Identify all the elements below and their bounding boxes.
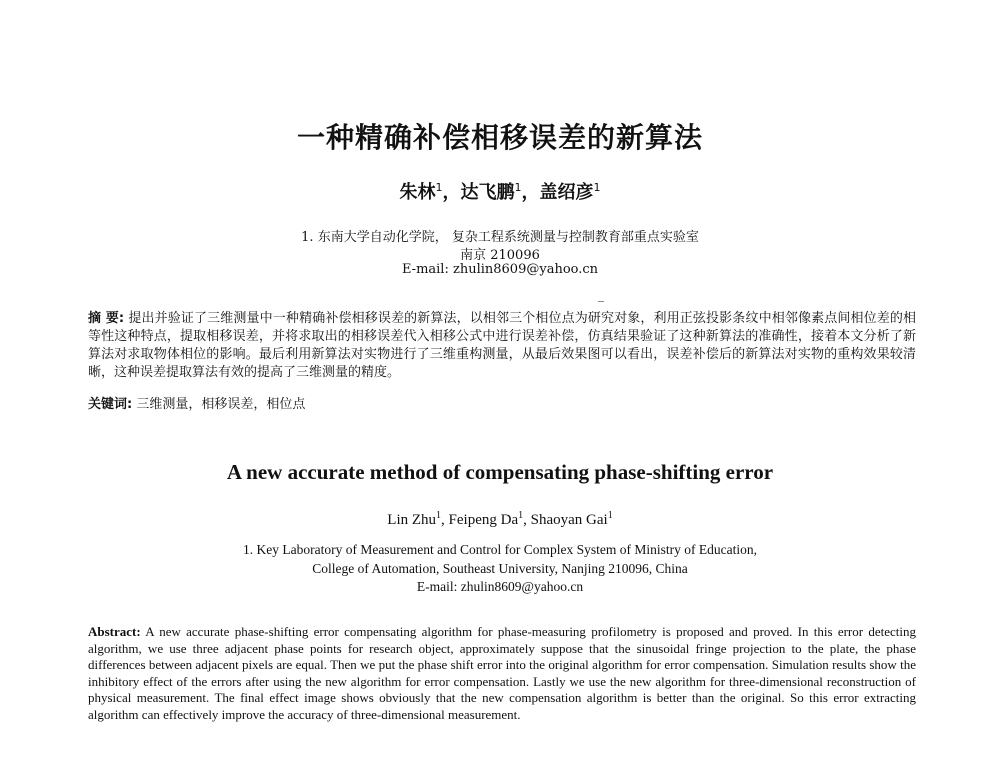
- chinese-abstract-label: 摘 要:: [88, 311, 125, 326]
- english-email: E-mail: zhulin8609@yahoo.cn: [416, 579, 584, 594]
- author-name: Lin Zhu: [387, 512, 437, 528]
- author-affiliation-mark: 1: [518, 510, 524, 521]
- chinese-title: 一种精确补偿相移误差的新算法: [296, 121, 703, 154]
- english-affiliation-college: College of Automation, Southeast University, Nanjing 210096, China: [312, 561, 688, 576]
- author-separator: ，: [442, 182, 461, 203]
- english-abstract-text: A new accurate phase-shifting error compensating algorithm for phase-measuring profilometry is proposed and proved. In this error detecting algorithm, we use three adjacent phase points for research object, approximately suppose that the sinusoidal fringe projection to the plate, the phase differences between adjacent pixels are equal. Then we put the phase shift error into the original algorithm for error compensation. Simulation results show the inhibitory effect of the errors after using the new algorithm for error compensation. Lastly we use the new algorithm for three-dimensional reconstruction of physical measurement. The final effect image shows obviously that the new compensation algorithm is better than the original. So this error extracting algorithm can effectively improve the accuracy of three-dimensional measurement.: [88, 624, 916, 722]
- author-name: Feipeng Da: [448, 512, 519, 528]
- chinese-email: E-mail: zhulin8609@yahoo.cn: [401, 262, 599, 277]
- chinese-affiliation: 1. 东南大学自动化学院， 复杂工程系统测量与控制教育部重点实验室: [301, 230, 699, 245]
- english-affiliation: 1. Key Laboratory of Measurement and Control for Complex System of Ministry of Education,: [242, 542, 758, 557]
- author-name: 达飞鹏: [460, 182, 515, 203]
- author-affiliation-mark: 1: [436, 510, 442, 521]
- chinese-affiliation-city: 南京 210096: [460, 248, 540, 263]
- english-abstract-label: Abstract:: [88, 624, 141, 639]
- chinese-keywords-label: 关键词:: [88, 397, 133, 412]
- author-name: Shaoyan Gai: [530, 512, 608, 528]
- author-separator: ,: [441, 512, 449, 528]
- chinese-keywords-text: 三维测量，相移误差，相位点: [136, 397, 306, 412]
- english-title: A new accurate method of compensating phase-shifting error: [226, 460, 774, 484]
- author-separator: ，: [521, 182, 540, 203]
- author-affiliation-mark: 1: [607, 510, 613, 521]
- stray-mark: [598, 301, 604, 302]
- english-abstract: [88, 624, 916, 724]
- author-separator: ,: [523, 512, 531, 528]
- author-affiliation-mark: 1: [514, 181, 522, 194]
- english-authors: [0, 510, 1000, 529]
- chinese-abstract: [88, 310, 916, 382]
- chinese-keywords: [88, 396, 916, 414]
- author-name: 盖绍彦: [539, 182, 594, 203]
- author-affiliation-mark: 1: [435, 181, 443, 194]
- author-name: 朱林: [399, 182, 436, 203]
- author-affiliation-mark: 1: [593, 181, 601, 194]
- chinese-abstract-text: 提出并验证了三维测量中一种精确补偿相移误差的新算法，以相邻三个相位点为研究对象，利用正弦投影条纹中相邻像素点间相位差的相等性这种特点，提取相移误差，并将求取出的相移误差代入相移公式中进行误差补偿，仿真结果验证了这种新算法的准确性，接着本文分析了新算法对求取物体相位的影响。最后利用新算法对实物进行了三维重构测量，从最后效果图可以看出，误差补偿后的新算法对实物的重构效果较清晰，这种误差提取算法有效的提高了三维测量的精度。: [88, 311, 916, 380]
- chinese-authors: [0, 178, 1000, 204]
